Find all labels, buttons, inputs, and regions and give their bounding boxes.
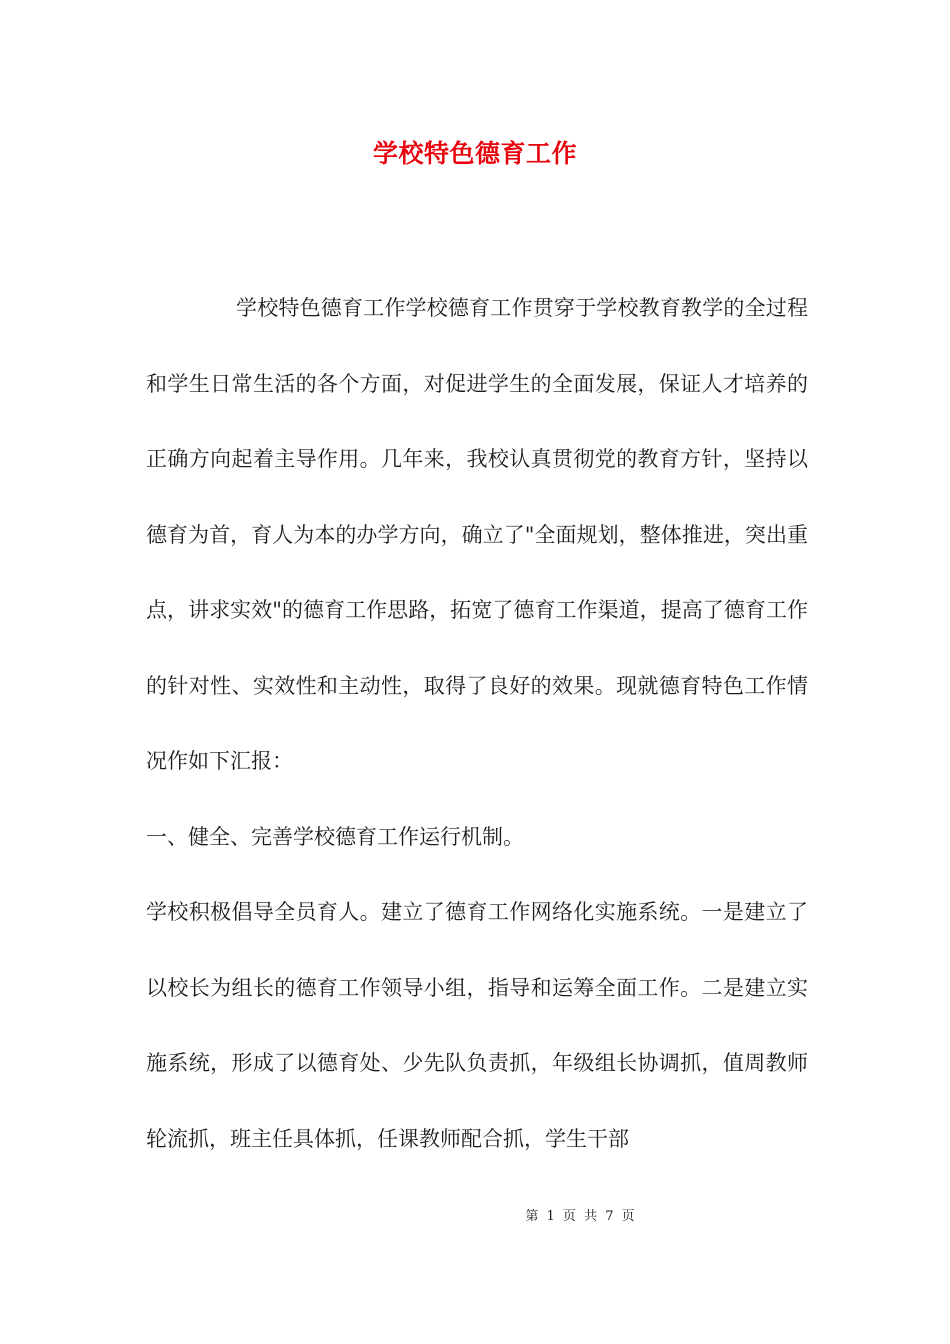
footer-prefix: 第 (525, 1209, 539, 1224)
body-paragraph-intro: 学校特色德育工作学校德育工作贯穿于学校教育教学的全过程和学生日常生活的各个方面，对促进学生的全面发展，保证人才培养的正确方向起着主导作用。几年来，我校认真贯彻党的教育方针，坚持以德育为首，育人为本的办学方向，确立了"全面规划，整体推进，突出重点，讲求实效"的德育工作思路，拓宽了德育工作渠道，提高了德育工作的针对性、实效性和主动性，取得了良好的效果。现就德育特色工作情况作如下汇报： (146, 296, 808, 773)
footer-suffix: 页 (621, 1209, 635, 1224)
footer-current-page: 1 (546, 1209, 555, 1224)
footer-total-prefix: 共 (584, 1209, 598, 1224)
section-heading-1: 一、健全、完善学校德育工作运行机制。 (146, 824, 524, 849)
body-paragraph-section-1: 学校积极倡导全员育人。建立了德育工作网络化实施系统。一是建立了以校长为组长的德育工作领导小组，指导和运筹全面工作。二是建立实施系统，形成了以德育处、少先队负责抓，年级组长协调抓，值周教师轮流抓，班主任具体抓，任课教师配合抓，学生干部 (146, 900, 808, 1151)
footer-total-pages: 7 (605, 1209, 614, 1224)
page-title: 学校特色德育工作 (372, 139, 577, 168)
document-body (146, 271, 808, 1177)
footer-page-word: 页 (562, 1209, 576, 1224)
page-footer (0, 1207, 950, 1227)
